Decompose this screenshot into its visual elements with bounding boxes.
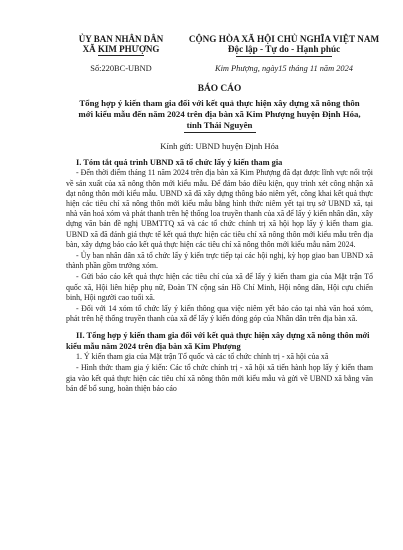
section-2-paragraph-1: 1. Ý kiến tham gia của Mặt trận Tổ quốc và các tổ chức chính trị - xã hội của xã <box>76 352 329 362</box>
org-name-line1: ỦY BAN NHÂN DÂN <box>78 34 164 44</box>
section-1-heading: I. Tóm tắt quá trình UBND xã tổ chức lấy ý kiến tham gia <box>76 158 283 167</box>
recipient-line: Kính gửi: UBND huyện Định Hóa <box>160 141 279 151</box>
subtitle-underline <box>184 132 256 133</box>
section-1-paragraph-3: - Gửi báo cáo kết quả thực hiện các tiêu chí của xã để lấy ý kiến tham gia của Mặt trận Tổ quốc xã, Hội liên hiệp phụ nữ, Đoàn TN cộng sản Hồ Chí Minh, Hội nông dân, Hội cựu chiến binh, Hội người cao tuổi xã. <box>66 272 373 302</box>
section-1-paragraph-1: - Đến thời điểm tháng 11 năm 2024 trên địa bàn xã Kim Phượng đã đạt được lĩnh vực nổi trội về sản xuất của xã nông thôn mới kiểu mẫu. Để đảm bảo điều kiện, quy trình xét công nhận xã đạt nông thôn mới kiểu mẫu. UBND xã đã xây dựng thông báo niêm yết, công khai kết quả thực hiện các tiêu chí xã nông thôn mới kiểu mẫu bằng hình thức niêm yết tại trụ sở UBND xã, tại nhà văn hoá xóm và phát thanh trên hệ thống loa truyền thanh của xã để lấy ý kiến nhân dân, xây dựng văn bản đề nghị UBMTTQ xã và các tổ chức chính trị xã hội họp lấy ý kiến tham gia. UBND xã đã đánh giá thực tế kết quả thực hiện các tiêu chí xã nông thôn mới kiểu mẫu trên địa bàn, xây dựng báo cáo kết quả thực hiện các tiêu chí xã nông thôn mới kiểu mẫu năm 2024. <box>66 168 373 249</box>
motto-underline <box>236 56 332 57</box>
document-subtitle: Tổng hợp ý kiến tham gia đối với kết quả thực hiện xây dựng xã nông thôn mới kiểu mẫu đến năm 2024 trên địa bàn xã Kim Phượng huyện Định Hóa, tỉnh Thái Nguyên <box>78 98 361 130</box>
document-type: BÁO CÁO <box>197 84 242 94</box>
document-header <box>66 0 380 73</box>
national-heading <box>184 34 384 57</box>
nation-name: CỘNG HÒA XÃ HỘI CHỦ NGHĨA VIỆT NAM <box>188 34 380 44</box>
place-and-date: Kim Phượng, ngày15 tháng 11 năm 2024 <box>215 64 353 73</box>
section-1-paragraph-2: - Ủy ban nhân dân xã tổ chức lấy ý kiến trực tiếp tại các hội nghị, kỳ họp giao ban UBND xã thành phần gồm trưởng xóm. <box>66 251 373 271</box>
national-motto: Độc lập - Tự do - Hạnh phúc <box>227 44 341 54</box>
org-underline <box>98 55 144 56</box>
section-2-paragraph-2: - Hình thức tham gia ý kiến: Các tổ chức chính trị - xã hội xã tiến hành họp lấy ý kiến tham gia vào kết quả thực hiện các tiêu chí xã nông thôn mới kiểu mẫu và gửi về UBND xã bằng văn bản để bổ sung, hoàn thiện báo cáo <box>66 363 373 393</box>
document-number: Số:220BC-UBND <box>90 64 152 73</box>
org-name-line2: XÃ KIM PHƯỢNG <box>82 44 160 54</box>
issuing-authority <box>66 34 176 56</box>
section-1-paragraph-4: - Đối với 14 xóm tổ chức lấy ý kiến thông qua việc niêm yết báo cáo tại nhà văn hoá xóm, phát trên hệ thống truyền thanh của xã để lấy ý kiến đóng góp của Nhân dân trên địa bàn xã. <box>66 304 373 324</box>
section-2-heading: II. Tổng hợp ý kiến tham gia đối với kết quả thực hiện xây dựng xã nông thôn mới kiểu mẫu năm 2024 trên địa bàn xã Kim Phượng <box>66 331 370 351</box>
